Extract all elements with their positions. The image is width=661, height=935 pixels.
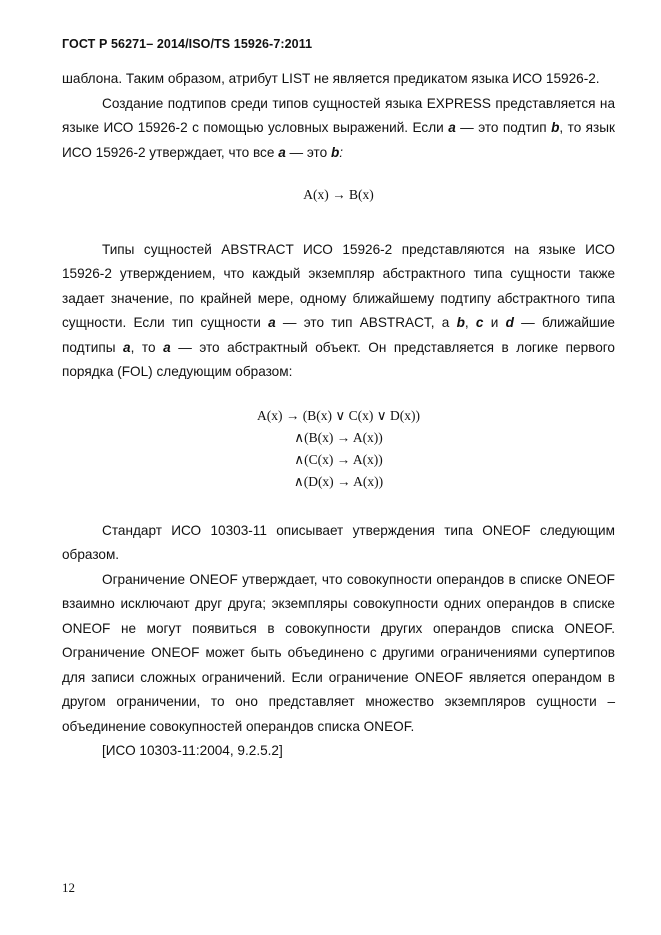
paragraph-continuation: шаблона. Таким образом, атрибут LIST не является предикатом языка ИСО 15926-2. [62,71,600,86]
variable-d: d [505,315,514,330]
text-run: — это тип ABSTRACT, а [275,315,457,330]
text-run: Типы сущностей ABSTRACT ИСО 15926-2 представляются на языке ИСО 15926-2 утверждением, что каждый экземпляр абстрактного типа сущности также задает значение, по крайней мере, одному ближайшему подтипу абстрактного типа сущности. Если тип сущности [62,241,615,330]
text-run: — это подтип [455,120,552,135]
variable-a: a [163,339,171,355]
variable-a: a [448,120,456,135]
formula-abstract [62,405,615,493]
document-body [62,67,615,764]
paragraph-subtypes [62,92,615,166]
variable-b: b [330,144,340,160]
text-run: , то язык ИСО 15926-2 утверждает, что все [62,120,615,160]
variable-a: a [268,315,276,330]
variable-a: a [123,339,131,355]
variable-c: c [475,315,484,330]
formula-line: ∧(D(x) → A(x)) [293,473,384,489]
paragraph-citation: [ИСО 10303-11:2004, 9.2.5.2] [102,743,283,758]
text-run: : [339,144,344,160]
variable-b: b [551,120,560,135]
paragraph-oneof-definition: Ограничение ONEOF утверждает, что совокупности операндов в списке ONEOF взаимно исключают друг друга; экземпляры совокупности одних операндов в списке ONEOF не могут появиться в совокупности других операндов списка ONEOF. Ограничение ONEOF может быть объединено с другими ограничениями супертипов для записи сложных ограничений. Если ограничение ONEOF является операндом в другом ограничении, то оно представляет множество экземпляров сущности – объединение совокупностей операндов списка ONEOF. [62,571,615,734]
document-header: ГОСТ Р 56271– 2014/ISO/TS 15926-7:2011 [62,37,313,51]
text-run: — ближайшие подтипы [62,315,615,355]
formula-line: ∧(C(x) → A(x)) [294,451,383,467]
variable-a: a [278,144,286,160]
text-run: , то [130,339,164,355]
text-run: — это [285,144,331,160]
formula-line: ∧(B(x) → A(x)) [294,429,383,445]
text-run: , [464,315,476,330]
text-run: и [483,315,506,330]
formula-line: A(x) → (B(x) ∨ C(x) ∨ D(x)) [257,407,420,423]
formula-subtype: A(x) → B(x) [303,187,374,202]
text-run: — это абстрактный объект. Он представляется в логике первого порядка (FOL) следующим образом: [62,339,615,379]
paragraph-abstract [62,238,615,385]
variable-b: b [456,315,465,330]
paragraph-oneof-intro: Стандарт ИСО 10303-11 описывает утверждения типа ONEOF следующим образом. [62,522,615,562]
page-number: 12 [62,880,75,895]
text-run: Создание подтипов среди типов сущностей языка EXPRESS представляется на языке ИСО 15926-2 с помощью условных выражений. Если [62,95,615,135]
